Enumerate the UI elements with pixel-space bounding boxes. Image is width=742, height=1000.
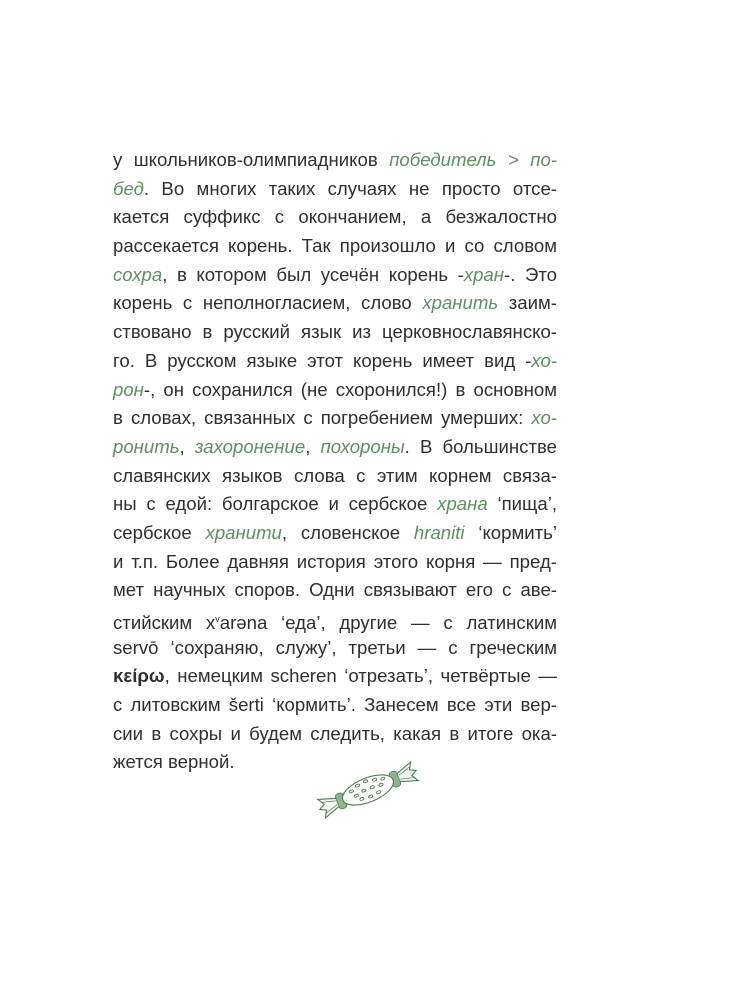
text-line <box>113 404 557 433</box>
highlighted-word: похороны <box>320 435 405 457</box>
text-segment: и т.п. Более давняя история этого корня — пред- <box>113 550 557 572</box>
text-line <box>113 576 557 605</box>
text-line <box>113 519 557 548</box>
text-segment: кается суффикс с окончанием, а безжалостно <box>113 206 557 228</box>
text-segment: в словах, связанных с погребением умерших: <box>113 407 532 429</box>
text-line <box>113 433 557 462</box>
text-segment: мет научных споров. Одни связывают его с аве- <box>113 579 557 601</box>
text-line <box>113 605 557 634</box>
highlighted-word: захоронение <box>194 435 306 457</box>
text-line <box>113 376 557 405</box>
text-segment: с литовским šerti ‘кормить’. Занесем все эти вер- <box>113 694 557 716</box>
superscript: v <box>215 614 220 624</box>
text-segment: стийским x <box>113 612 216 633</box>
text-segment: . В большинстве <box>404 435 557 457</box>
text-segment: ны с едой: болгарское и сербское <box>113 493 438 515</box>
highlighted-word: храна <box>437 493 488 515</box>
highlighted-word: хо- <box>531 407 557 429</box>
highlighted-word: победитель > по- <box>389 149 557 170</box>
text-segment: жется верной. <box>113 751 235 773</box>
text-segment: , <box>305 435 321 457</box>
text-line <box>113 662 557 691</box>
text-segment: славянских языков слова с этим корнем связа- <box>113 464 557 486</box>
text-segment: -, он сохранился (не схоронился!) в основном <box>143 378 557 400</box>
text-segment: , <box>179 435 195 457</box>
text-segment: . Во многих таких случаях не просто отсе- <box>143 177 557 199</box>
highlighted-word: hraniti <box>413 521 465 543</box>
text-segment: arəna ‘еда’, другие — с латинским <box>219 612 557 633</box>
text-line <box>113 175 557 204</box>
text-line <box>113 203 557 232</box>
body-paragraph <box>113 146 557 777</box>
highlighted-word: сохра <box>113 263 163 285</box>
text-segment: го. В русском языке этот корень имеет вид - <box>113 349 532 371</box>
text-segment: ‘кормить’ <box>464 521 557 543</box>
text-segment: рассекается корень. Так произошло и со словом <box>113 235 557 257</box>
text-line <box>113 691 557 720</box>
highlighted-word: хранити <box>205 521 282 543</box>
text-line <box>113 289 557 318</box>
text-line <box>113 318 557 347</box>
text-segment: корень с неполногласием, слово <box>113 292 423 314</box>
highlighted-word: хран <box>463 263 505 285</box>
text-segment: заим- <box>498 292 557 314</box>
text-line <box>113 634 557 663</box>
text-line <box>113 548 557 577</box>
text-line <box>113 232 557 261</box>
text-segment: ствовано в русский язык из церковнославянско- <box>113 321 557 343</box>
text-segment: -. Это <box>504 263 557 285</box>
text-line <box>113 490 557 519</box>
text-segment: сербское <box>113 521 206 543</box>
text-segment: servō ‘сохраняю, служу’, третьи — с греческим <box>113 636 557 658</box>
text-segment: , в котором был усечён корень - <box>162 263 464 285</box>
text-line <box>113 720 557 749</box>
greek-word: κείρω <box>113 665 165 687</box>
highlighted-word: рон <box>113 378 144 400</box>
text-segment: ‘пища’, <box>487 493 557 515</box>
highlighted-word: ронить <box>113 435 180 457</box>
text-segment: сии в сохры и будем следить, какая в итоге ока- <box>113 722 557 744</box>
text-segment: у школьников-олимпиадников <box>113 149 390 170</box>
text-line <box>113 347 557 376</box>
text-line <box>113 462 557 491</box>
text-line <box>113 146 557 175</box>
text-line <box>113 261 557 290</box>
text-segment: , немецким scheren ‘отрезать’, четвёртые — <box>164 665 557 687</box>
highlighted-word: хранить <box>422 292 499 314</box>
text-segment: , словенское <box>281 521 414 543</box>
highlighted-word: бед <box>113 177 144 199</box>
highlighted-word: хо- <box>531 349 557 371</box>
candy-icon <box>308 760 428 820</box>
